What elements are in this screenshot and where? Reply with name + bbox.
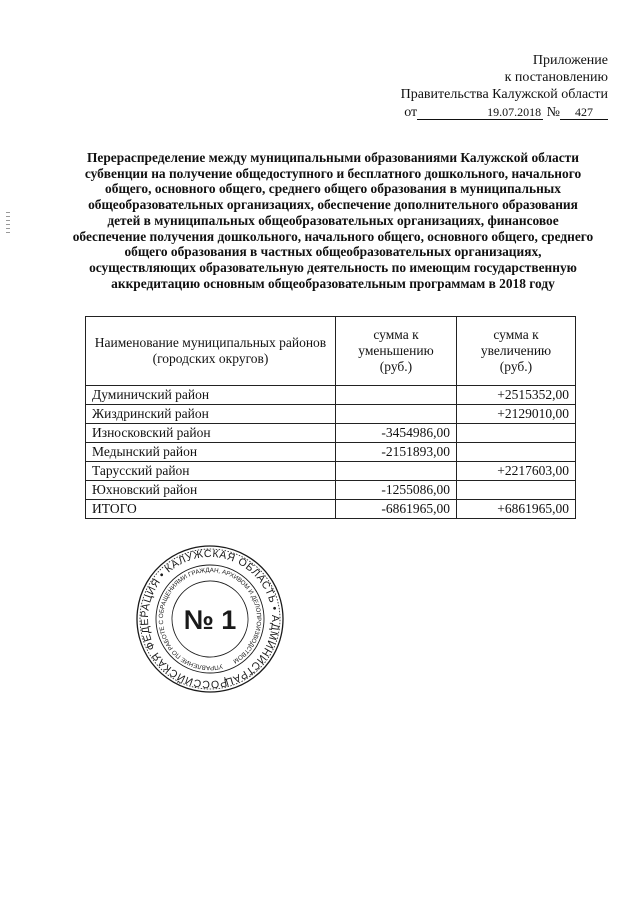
title-line: общего образования в частных общеобразовательных организациях, — [124, 244, 542, 260]
cell-name: Медынский район — [86, 443, 336, 462]
cell-name: Жиздринский район — [86, 405, 336, 424]
table-row — [86, 481, 576, 500]
cell-decrease: -2151893,00 — [336, 443, 457, 462]
title-line: обеспечение получения дошкольного, начального общего, основного общего, среднего — [72, 228, 594, 244]
cell-decrease: -1255086,00 — [336, 481, 457, 500]
cell-increase — [457, 424, 576, 443]
appendix-line-1: Приложение — [532, 53, 608, 68]
cell-decrease — [336, 386, 457, 405]
table-row-total — [86, 500, 576, 519]
title-line: Перераспределение между муниципальными образованиями Калужской области — [87, 150, 579, 165]
cell-name: Тарусский район — [86, 462, 336, 481]
cell-increase: +6861965,00 — [457, 500, 576, 519]
table-header-row — [86, 317, 576, 386]
title-line: осуществляющих образовательную деятельность по имеющим государственную — [89, 259, 577, 275]
cell-decrease: -3454986,00 — [336, 424, 457, 443]
table-row — [86, 405, 576, 424]
cell-name: Юхновский район — [86, 481, 336, 500]
appendix-line-2: к постановлению — [504, 70, 608, 85]
cell-increase — [457, 443, 576, 462]
header-name: Наименование муниципальных районов (городских округов) — [86, 317, 336, 386]
document-title — [68, 150, 598, 291]
table-row — [86, 443, 576, 462]
cell-decrease — [336, 405, 457, 424]
date-value: 19.07.2018 — [417, 105, 543, 120]
cell-decrease — [336, 462, 457, 481]
cell-increase — [457, 481, 576, 500]
cell-increase: +2217603,00 — [457, 462, 576, 481]
appendix-line-3: Правительства Калужской области — [400, 87, 608, 102]
stamp-inner-text: УПРАВЛЕНИЕ ПО РАБОТЕ С ОБРАЩЕНИЯМИ ГРАЖДАН, АРХИВОМ И ДЕЛОПРОИЗВОДСТВОМ — [157, 566, 263, 672]
appendix-block — [401, 52, 608, 121]
header-decrease: сумма к уменьшению (руб.) — [336, 317, 457, 386]
table-row — [86, 462, 576, 481]
margin-tick-marks — [6, 212, 10, 236]
title-line: аккредитацию основным общеобразовательным программам в 2018 году — [111, 275, 555, 291]
title-line: детей в муниципальных общеобразовательных организациях, финансовое — [107, 212, 559, 228]
stamp-outer-text: РОССИЙСКАЯ ФЕДЕРАЦИЯ • КАЛУЖСКАЯ ОБЛАСТЬ • АДМИНИСТРАЦИЯ — [138, 547, 282, 691]
subvention-table — [85, 316, 576, 519]
appendix-date-line — [401, 104, 608, 121]
stamp-center-number: № 1 — [183, 605, 237, 635]
table-row — [86, 424, 576, 443]
official-seal-stamp — [134, 543, 286, 695]
date-prefix: от — [404, 105, 418, 120]
cell-name: Износковский район — [86, 424, 336, 443]
header-increase: сумма к увеличению (руб.) — [457, 317, 576, 386]
title-line: субвенции на получение общедоступного и бесплатного дошкольного, начального — [84, 165, 582, 181]
cell-increase: +2515352,00 — [457, 386, 576, 405]
title-line: общеобразовательных организациях, обеспечение дополнительного образования — [88, 197, 578, 213]
number-value: 427 — [560, 105, 608, 120]
number-prefix: № — [546, 105, 560, 120]
cell-increase: +2129010,00 — [457, 405, 576, 424]
cell-decrease: -6861965,00 — [336, 500, 457, 519]
cell-name: ИТОГО — [86, 500, 336, 519]
cell-name: Думиничский район — [86, 386, 336, 405]
title-line: общего, основного общего, среднего общего образования в муниципальных — [105, 181, 561, 197]
table-row — [86, 386, 576, 405]
